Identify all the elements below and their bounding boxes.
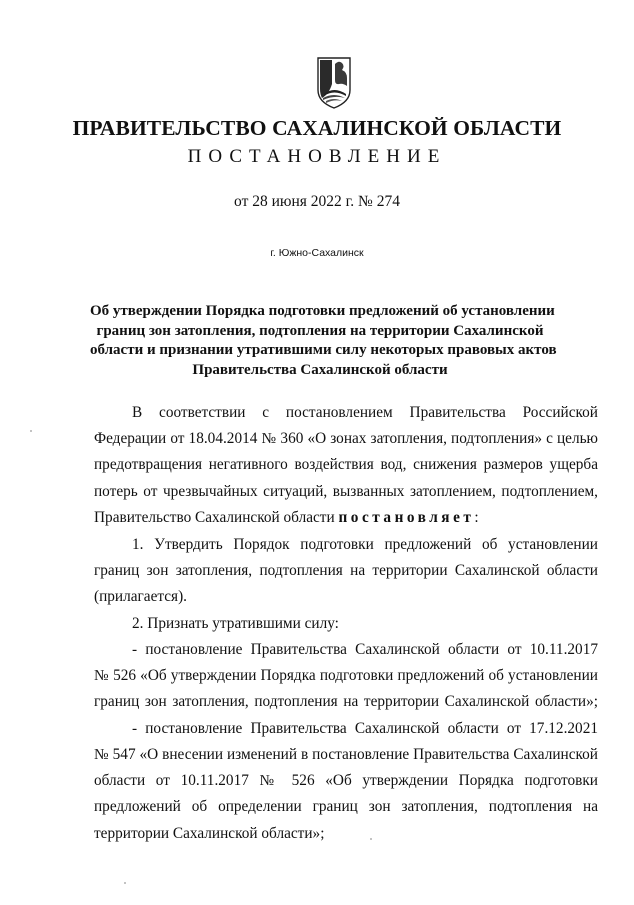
scan-speck — [124, 882, 126, 884]
subject-line: Об утверждении Порядка подготовки предложений об установлении — [90, 303, 555, 319]
preamble-colon: : — [474, 509, 479, 526]
document-type: ПОСТАНОВЛЕНИЕ — [187, 146, 447, 167]
item-2-title: 2. Признать утратившими силу: — [132, 615, 339, 632]
item-2b-line: области от 10.11.2017 № 526 «Об утверждении Порядка подготовки — [94, 772, 598, 789]
item-2a-line: - постановление Правительства Сахалинской области от 10.11.2017 — [132, 641, 598, 658]
document-city: г. Южно-Сахалинск — [270, 247, 364, 259]
preamble-closing-line — [94, 509, 598, 527]
item-1-line: (прилагается). — [94, 588, 188, 605]
preamble-closing-text: Правительство Сахалинской области — [94, 509, 339, 526]
item-2b-line: предложений об определении границ зон затопления, подтопления на — [94, 798, 598, 815]
item-2a-line: границ зон затопления, подтопления на территории Сахалинской области»; — [94, 693, 598, 710]
sakhalin-coat-of-arms-icon — [315, 56, 353, 110]
preamble-line: потерь от чрезвычайных ситуаций, вызванных затоплением, подтоплением, — [94, 483, 598, 500]
item-2a-line: № 526 «Об утверждении Порядка подготовки предложений об установлении — [94, 667, 598, 684]
item-1-line: границ зон затопления, подтопления на территории Сахалинской области — [94, 562, 598, 579]
item-2b-line: № 547 «О внесении изменений в постановление Правительства Сахалинской — [94, 746, 598, 763]
item-2b-line: территории Сахалинской области»; — [94, 825, 325, 842]
preamble-line: Федерации от 18.04.2014 № 360 «О зонах затопления, подтопления» с целью — [94, 430, 598, 447]
subject-line: границ зон затопления, подтопления на территории Сахалинской — [96, 322, 544, 339]
scan-speck — [370, 838, 372, 840]
government-title: ПРАВИТЕЛЬСТВО САХАЛИНСКОЙ ОБЛАСТИ — [72, 116, 562, 140]
subject-line: Правительства Сахалинской области — [192, 361, 448, 378]
item-1-line: 1. Утвердить Порядок подготовки предложений об установлении — [132, 536, 598, 553]
preamble-line: В соответствии с постановлением Правительства Российской — [132, 404, 598, 421]
preamble-line: предотвращения негативного воздействия вод, снижения размеров ущерба — [94, 456, 598, 473]
item-2b-line: - постановление Правительства Сахалинской области от 17.12.2021 — [132, 720, 598, 737]
document-date-number: от 28 июня 2022 г. № 274 — [234, 193, 400, 210]
document-subject — [90, 302, 557, 380]
scan-speck — [30, 430, 32, 432]
subject-line: области и признании утратившими силу некоторых правовых актов — [90, 342, 557, 358]
decree-word: постановляет — [338, 509, 475, 526]
